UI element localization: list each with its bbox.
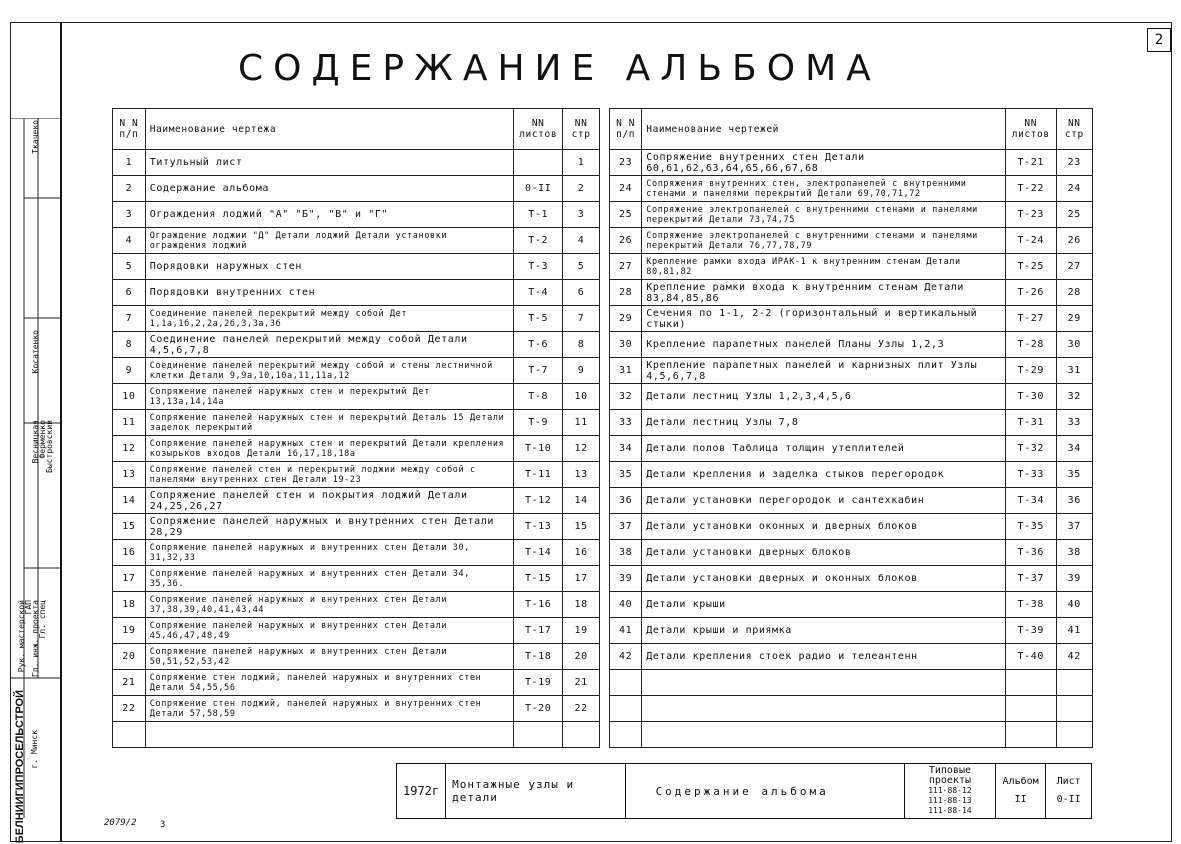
row-page: 29 xyxy=(1056,306,1092,332)
row-number: 3 xyxy=(113,202,146,228)
row-page: 13 xyxy=(563,462,600,488)
table-row xyxy=(113,150,600,176)
row-title: Крепление рамки входа к внутренним стенам Детали 83,84,85,86 xyxy=(642,280,1006,306)
toc-table-right xyxy=(609,108,1093,748)
row-sheet: Т-13 xyxy=(514,514,563,540)
row-page: 34 xyxy=(1056,436,1092,462)
table-row xyxy=(610,462,1093,488)
row-page: 37 xyxy=(1056,514,1092,540)
table-row xyxy=(610,280,1093,306)
table-row xyxy=(113,644,600,670)
row-number: 41 xyxy=(610,618,642,644)
row-number: 29 xyxy=(610,306,642,332)
row-title: Крепление парапетных панелей Планы Узлы 1,2,3 xyxy=(642,332,1006,358)
row-page: 3 xyxy=(563,202,600,228)
row-title: Сопряжения внутренних стен, электропанелей с внутренними стенами и панелями перекрытий Детали 69,70,71,72 xyxy=(642,176,1006,202)
header-sheets: NN листов xyxy=(514,109,563,150)
row-page: 24 xyxy=(1056,176,1092,202)
row-title: Сопряжение стен лоджий, панелей наружных и внутренних стен Детали 57,58,59 xyxy=(145,696,513,722)
row-sheet: Т-18 xyxy=(514,644,563,670)
table-row xyxy=(113,488,600,514)
row-page: 22 xyxy=(563,696,600,722)
header-page: NN стр xyxy=(1056,109,1092,150)
stamp-project-3: 111-88-14 xyxy=(928,806,972,815)
row-sheet: Т-1 xyxy=(514,202,563,228)
row-title: Ограждение лоджии "Д" Детали лоджий Детали установки ограждения лоджий xyxy=(145,228,513,254)
table-row xyxy=(113,280,600,306)
row-sheet: Т-14 xyxy=(514,540,563,566)
row-sheet: Т-12 xyxy=(514,488,563,514)
row-title xyxy=(642,670,1006,696)
row-sheet: Т-6 xyxy=(514,332,563,358)
row-number: 38 xyxy=(610,540,642,566)
row-page: 28 xyxy=(1056,280,1092,306)
header-sheets: NN листов xyxy=(1005,109,1056,150)
row-sheet xyxy=(1005,670,1056,696)
table-row xyxy=(610,696,1093,722)
row-page: 39 xyxy=(1056,566,1092,592)
row-page: 32 xyxy=(1056,384,1092,410)
row-title: Сопряжение панелей наружных стен и перекрытий Детали крепления козырьков входов Детали 16,17,18,18а xyxy=(145,436,513,462)
row-page: 35 xyxy=(1056,462,1092,488)
row-sheet: Т-7 xyxy=(514,358,563,384)
side-role-1: Рук. мастерской xyxy=(17,600,26,673)
row-sheet: Т-32 xyxy=(1005,436,1056,462)
row-title: Порядовки внутренних стен xyxy=(145,280,513,306)
row-number xyxy=(113,722,146,748)
table-row xyxy=(610,592,1093,618)
row-title: Детали крепления стоек радио и телеантенн xyxy=(642,644,1006,670)
row-title: Сопряжение стен лоджий, панелей наружных и внутренних стен Детали 54,55,56 xyxy=(145,670,513,696)
row-sheet: Т-27 xyxy=(1005,306,1056,332)
row-sheet: Т-37 xyxy=(1005,566,1056,592)
table-row xyxy=(113,566,600,592)
table-row xyxy=(610,540,1093,566)
row-title: Сопряжение панелей стен и покрытия лоджий Детали 24,25,26,27 xyxy=(145,488,513,514)
table-row xyxy=(113,722,600,748)
table-row xyxy=(113,176,600,202)
stamp-album-subject: Монтажные узлы и детали xyxy=(446,764,625,819)
toc-table-left xyxy=(112,108,600,748)
side-role-3: Гл. инж. проекта xyxy=(31,600,40,678)
row-title: Сопряжение панелей наружных и внутренних стен Детали 50,51,52,53,42 xyxy=(145,644,513,670)
row-number: 40 xyxy=(610,592,642,618)
row-page: 20 xyxy=(563,644,600,670)
table-row xyxy=(610,358,1093,384)
side-role-4: Гл. спец xyxy=(38,600,47,639)
page-title: СОДЕРЖАНИЕ АЛЬБОМА xyxy=(238,48,881,89)
row-number: 34 xyxy=(610,436,642,462)
row-sheet: Т-35 xyxy=(1005,514,1056,540)
row-page: 38 xyxy=(1056,540,1092,566)
row-number: 14 xyxy=(113,488,146,514)
stamp-album xyxy=(995,764,1045,819)
row-number: 8 xyxy=(113,332,146,358)
row-page: 17 xyxy=(563,566,600,592)
row-number: 25 xyxy=(610,202,642,228)
row-title: Детали установки дверных и оконных блоков xyxy=(642,566,1006,592)
row-title: Соединение панелей перекрытий между собой и стены лестничной клетки Детали 9,9а,10,10а,11,11а,12 xyxy=(145,358,513,384)
row-number: 6 xyxy=(113,280,146,306)
row-page: 33 xyxy=(1056,410,1092,436)
side-name-5: Быстровский xyxy=(45,420,54,473)
row-number: 27 xyxy=(610,254,642,280)
row-sheet xyxy=(514,150,563,176)
row-sheet: Т-26 xyxy=(1005,280,1056,306)
row-title: Детали крепления и заделка стыков перегородок xyxy=(642,462,1006,488)
row-page: 16 xyxy=(563,540,600,566)
row-page: 11 xyxy=(563,410,600,436)
stamp-projects-label: Типовые проекты xyxy=(928,765,971,786)
header-num: N N п/п xyxy=(113,109,146,150)
row-page: 19 xyxy=(563,618,600,644)
row-title: Сопряжение панелей наружных и внутренних стен Детали 30, 31,32,33 xyxy=(145,540,513,566)
row-sheet: Т-11 xyxy=(514,462,563,488)
row-number: 5 xyxy=(113,254,146,280)
table-row xyxy=(113,540,600,566)
row-page: 30 xyxy=(1056,332,1092,358)
side-name-3: Весницкая xyxy=(31,420,40,464)
row-sheet: Т-25 xyxy=(1005,254,1056,280)
row-number: 42 xyxy=(610,644,642,670)
row-sheet: Т-31 xyxy=(1005,410,1056,436)
table-row xyxy=(113,592,600,618)
row-sheet: Т-20 xyxy=(514,696,563,722)
row-sheet: Т-8 xyxy=(514,384,563,410)
row-sheet: Т-30 xyxy=(1005,384,1056,410)
row-number: 12 xyxy=(113,436,146,462)
row-title xyxy=(145,722,513,748)
row-page: 40 xyxy=(1056,592,1092,618)
row-sheet: Т-23 xyxy=(1005,202,1056,228)
row-number: 9 xyxy=(113,358,146,384)
row-sheet: Т-2 xyxy=(514,228,563,254)
table-row xyxy=(610,228,1093,254)
row-page: 41 xyxy=(1056,618,1092,644)
row-title: Сопряжение панелей наружных стен и перекрытий Дет 13,13а,14,14а xyxy=(145,384,513,410)
table-row xyxy=(113,384,600,410)
row-sheet: Т-10 xyxy=(514,436,563,462)
row-title: Содержание альбома xyxy=(145,176,513,202)
row-title: Детали лестниц Узлы 7,8 xyxy=(642,410,1006,436)
row-title: Сечения по 1-1, 2-2 (горизонтальный и вертикальный стыки) xyxy=(642,306,1006,332)
row-sheet xyxy=(1005,696,1056,722)
row-title: Детали установки дверных блоков xyxy=(642,540,1006,566)
row-title: Детали полов Таблица толщин утеплителей xyxy=(642,436,1006,462)
archive-number: 2079/2 xyxy=(104,818,137,828)
row-title: Порядовки наружных стен xyxy=(145,254,513,280)
row-number: 35 xyxy=(610,462,642,488)
row-title: Сопряжение панелей наружных и внутренних стен Детали 28,29 xyxy=(145,514,513,540)
row-number: 23 xyxy=(610,150,642,176)
row-title: Детали крыши и приямка xyxy=(642,618,1006,644)
row-page: 15 xyxy=(563,514,600,540)
row-page: 10 xyxy=(563,384,600,410)
table-row xyxy=(610,384,1093,410)
row-number: 24 xyxy=(610,176,642,202)
row-page: 23 xyxy=(1056,150,1092,176)
table-row xyxy=(113,332,600,358)
table-row xyxy=(610,566,1093,592)
row-page: 2 xyxy=(563,176,600,202)
row-title: Детали лестниц Узлы 1,2,3,4,5,6 xyxy=(642,384,1006,410)
row-title: Сопряжение внутренних стен Детали 60,61,62,63,64,65,66,67,68 xyxy=(642,150,1006,176)
row-title: Крепление рамки входа ИРАК-1 к внутренним стенам Детали 80,81,82 xyxy=(642,254,1006,280)
title-block xyxy=(396,763,1092,819)
row-title: Титульный лист xyxy=(145,150,513,176)
row-page: 6 xyxy=(563,280,600,306)
row-sheet: Т-15 xyxy=(514,566,563,592)
row-sheet: Т-5 xyxy=(514,306,563,332)
row-number xyxy=(610,670,642,696)
stamp-year: 1972г xyxy=(397,764,446,819)
row-sheet: Т-36 xyxy=(1005,540,1056,566)
row-number: 7 xyxy=(113,306,146,332)
row-page: 42 xyxy=(1056,644,1092,670)
row-title xyxy=(642,722,1006,748)
header-num: N N п/п xyxy=(610,109,642,150)
row-number: 31 xyxy=(610,358,642,384)
organization-city: г. Минск xyxy=(30,730,39,769)
row-sheet: Т-21 xyxy=(1005,150,1056,176)
table-row xyxy=(113,254,600,280)
row-page: 8 xyxy=(563,332,600,358)
header-page: NN стр xyxy=(563,109,600,150)
row-number: 10 xyxy=(113,384,146,410)
row-page: 26 xyxy=(1056,228,1092,254)
row-title: Сопряжение панелей наружных стен и перекрытий Деталь 15 Детали заделок перекрытий xyxy=(145,410,513,436)
row-number: 39 xyxy=(610,566,642,592)
row-page: 5 xyxy=(563,254,600,280)
row-number: 37 xyxy=(610,514,642,540)
table-row xyxy=(113,228,600,254)
row-number: 26 xyxy=(610,228,642,254)
row-number: 11 xyxy=(113,410,146,436)
row-number: 20 xyxy=(113,644,146,670)
row-page: 27 xyxy=(1056,254,1092,280)
row-title: Сопряжение панелей наружных и внутренних стен Детали 37,38,39,40,41,43,44 xyxy=(145,592,513,618)
table-row xyxy=(610,202,1093,228)
row-page xyxy=(1056,722,1092,748)
stamp-album-value: II xyxy=(1014,794,1027,805)
row-page: 25 xyxy=(1056,202,1092,228)
header-name: Наименование чертежей xyxy=(642,109,1006,150)
row-title: Сопряжение электропанелей с внутренними стенами и панелями перекрытий Детали 73,74,75 xyxy=(642,202,1006,228)
row-number: 17 xyxy=(113,566,146,592)
row-page xyxy=(1056,696,1092,722)
row-page: 1 xyxy=(563,150,600,176)
row-title: Ограждения лоджий "А" "Б", "В" и "Г" xyxy=(145,202,513,228)
row-title: Соединение панелей перекрытий между собой Детали 4,5,6,7,8 xyxy=(145,332,513,358)
table-row xyxy=(113,358,600,384)
row-page: 4 xyxy=(563,228,600,254)
stamp-project-1: 111-88-12 xyxy=(928,786,972,795)
table-row xyxy=(610,644,1093,670)
row-title: Сопряжение электропанелей с внутренними стенами и панелями перекрытий Детали 76,77,78,79 xyxy=(642,228,1006,254)
row-sheet: Т-34 xyxy=(1005,488,1056,514)
stamp-projects xyxy=(904,764,995,819)
table-row xyxy=(610,514,1093,540)
table-row xyxy=(113,696,600,722)
row-page: 14 xyxy=(563,488,600,514)
table-row xyxy=(610,436,1093,462)
organization-name: БЕЛНИИГИПРОСЕЛЬСТРОЙ xyxy=(14,690,26,844)
row-sheet: Т-33 xyxy=(1005,462,1056,488)
table-row xyxy=(610,254,1093,280)
row-page xyxy=(563,722,600,748)
side-name-4: Ферменко xyxy=(38,420,47,459)
table-row xyxy=(113,410,600,436)
row-page: 12 xyxy=(563,436,600,462)
row-sheet: 0-II xyxy=(514,176,563,202)
row-number: 30 xyxy=(610,332,642,358)
row-number: 19 xyxy=(113,618,146,644)
row-sheet: Т-9 xyxy=(514,410,563,436)
table-row xyxy=(610,410,1093,436)
table-row xyxy=(113,436,600,462)
row-number: 21 xyxy=(113,670,146,696)
table-row xyxy=(113,202,600,228)
table-row xyxy=(113,306,600,332)
row-sheet: Т-4 xyxy=(514,280,563,306)
row-title: Крепление парапетных панелей и карнизных плит Узлы 4,5,6,7,8 xyxy=(642,358,1006,384)
row-number: 36 xyxy=(610,488,642,514)
row-number: 1 xyxy=(113,150,146,176)
side-name-1: Ткачеко xyxy=(31,120,40,154)
row-number xyxy=(610,722,642,748)
table-row xyxy=(610,332,1093,358)
table-row xyxy=(113,462,600,488)
table-row xyxy=(113,618,600,644)
row-sheet: Т-22 xyxy=(1005,176,1056,202)
row-number: 2 xyxy=(113,176,146,202)
stamp-project-2: 111-88-13 xyxy=(928,796,972,805)
table-row xyxy=(113,514,600,540)
row-page: 31 xyxy=(1056,358,1092,384)
row-page: 9 xyxy=(563,358,600,384)
row-number: 22 xyxy=(113,696,146,722)
row-sheet: Т-38 xyxy=(1005,592,1056,618)
row-page: 36 xyxy=(1056,488,1092,514)
table-row xyxy=(610,670,1093,696)
table-row xyxy=(610,488,1093,514)
row-number: 13 xyxy=(113,462,146,488)
row-title: Соединение панелей перекрытий между собой Дет 1,1а,1б,2,2а,2б,3,3а,3б xyxy=(145,306,513,332)
row-sheet: Т-40 xyxy=(1005,644,1056,670)
row-page: 18 xyxy=(563,592,600,618)
row-sheet xyxy=(514,722,563,748)
stamp-album-label: Альбом xyxy=(1002,776,1039,787)
side-role-2: ГАП xyxy=(24,600,33,615)
table-row xyxy=(610,306,1093,332)
row-title: Сопряжение панелей стен и перекрытий лоджии между собой с панелями внутренних стен Детали 19-23 xyxy=(145,462,513,488)
header-name: Наименование чертежа xyxy=(145,109,513,150)
row-number: 28 xyxy=(610,280,642,306)
row-number: 15 xyxy=(113,514,146,540)
row-number: 32 xyxy=(610,384,642,410)
stamp-sheet-title: Содержание альбома xyxy=(625,764,904,819)
sheet-number: 2 xyxy=(1147,28,1171,52)
row-number xyxy=(610,696,642,722)
stamp-list xyxy=(1046,764,1092,819)
row-sheet xyxy=(1005,722,1056,748)
row-sheet: Т-29 xyxy=(1005,358,1056,384)
row-sheet: Т-16 xyxy=(514,592,563,618)
row-sheet: Т-17 xyxy=(514,618,563,644)
table-row xyxy=(610,150,1093,176)
row-sheet: Т-39 xyxy=(1005,618,1056,644)
side-name-2: Косатенко xyxy=(31,330,40,374)
row-sheet: Т-19 xyxy=(514,670,563,696)
row-number: 4 xyxy=(113,228,146,254)
row-title: Сопряжение панелей наружных и внутренних стен Детали 45,46,47,48,49 xyxy=(145,618,513,644)
row-page: 7 xyxy=(563,306,600,332)
table-row xyxy=(610,722,1093,748)
table-row xyxy=(113,670,600,696)
row-title xyxy=(642,696,1006,722)
table-row xyxy=(610,618,1093,644)
stamp-list-value: 0-II xyxy=(1056,794,1081,805)
row-page xyxy=(1056,670,1092,696)
archive-sub: 3 xyxy=(160,820,166,830)
row-title: Детали установки перегородок и сантехкабин xyxy=(642,488,1006,514)
row-sheet: Т-24 xyxy=(1005,228,1056,254)
row-title: Детали крыши xyxy=(642,592,1006,618)
table-row xyxy=(610,176,1093,202)
row-page: 21 xyxy=(563,670,600,696)
row-number: 18 xyxy=(113,592,146,618)
row-title: Сопряжение панелей наружных и внутренних стен Детали 34, 35,36. xyxy=(145,566,513,592)
row-title: Детали установки оконных и дверных блоков xyxy=(642,514,1006,540)
row-number: 16 xyxy=(113,540,146,566)
row-sheet: Т-28 xyxy=(1005,332,1056,358)
row-number: 33 xyxy=(610,410,642,436)
stamp-list-label: Лист xyxy=(1056,776,1081,787)
row-sheet: Т-3 xyxy=(514,254,563,280)
